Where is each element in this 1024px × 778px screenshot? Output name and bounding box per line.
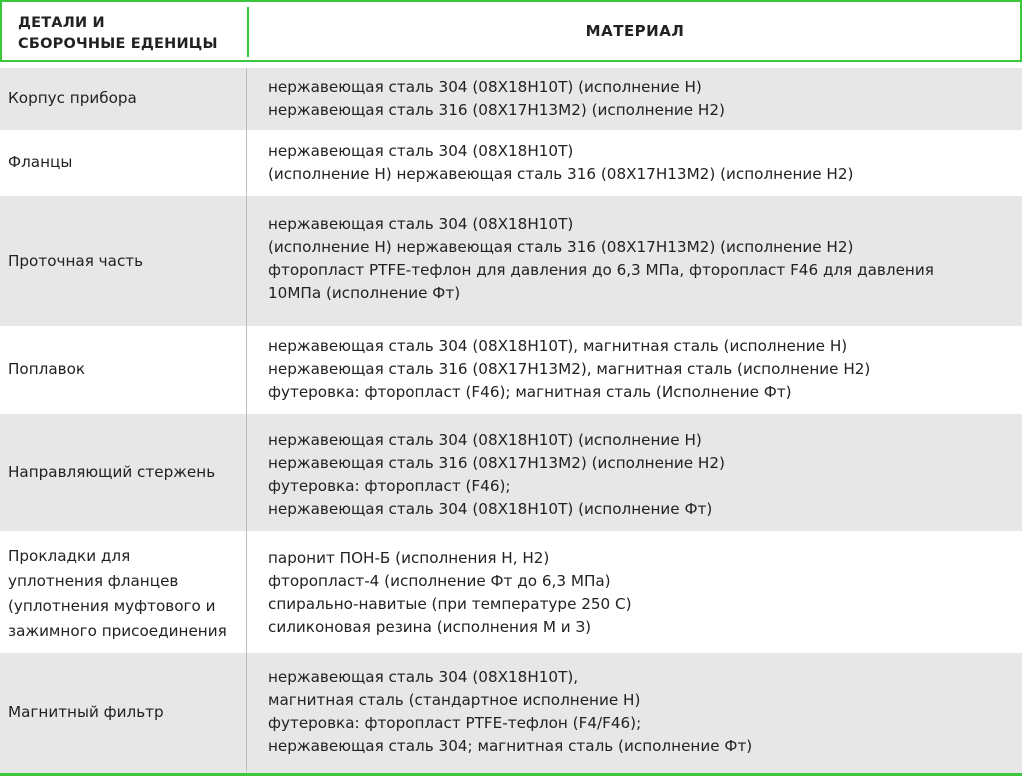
part-name: Прокладки для уплотнения фланцев (уплотнения муфтового и зажимного присоединения — [8, 547, 227, 640]
material-text: нержавеющая сталь 304 (08Х18Н10Т) (исполнение Н) нержавеющая сталь 316 (08Х17Н13М2) (исполнение Н2) футеровка: фторопласт (F46); нержавеющая сталь 304 (08Х18Н10Т) (исполнение Фт) — [268, 431, 725, 518]
part-name: Фланцы — [8, 153, 73, 171]
material-text: нержавеющая сталь 304 (08Х18Н10Т) (исполнение Н) нержавеющая сталь 316 (08Х17Н13М2) (исполнение Н2) — [268, 142, 854, 183]
material-text: нержавеющая сталь 304 (08Х18Н10Т) (исполнение Н) нержавеющая сталь 316 (08Х17Н13М2) (исполнение Н2) фторопласт PTFE-тефлон для давления до 6,3 МПа, фторопласт F46 для давления 10МПа (исполнение Фт) — [268, 215, 934, 302]
material-text: нержавеющая сталь 304 (08Х18Н10Т) (исполнение Н) нержавеющая сталь 316 (08Х17Н13М2) (исполнение Н2) — [268, 78, 725, 119]
header-divider — [247, 7, 249, 57]
table-row — [0, 196, 1022, 326]
part-name: Направляющий стержень — [8, 463, 216, 481]
header-material-column: МАТЕРИАЛ — [585, 22, 685, 40]
material-text: нержавеющая сталь 304 (08Х18Н10Т), магнитная сталь (исполнение Н) нержавеющая сталь 316 (08Х17Н13М2), магнитная сталь (исполнение Н2) футеровка: фторопласт (F46); магнитная сталь (Исполнение Фт) — [268, 337, 871, 401]
column-divider — [246, 68, 247, 772]
table-row — [0, 653, 1022, 773]
table-bottom-border — [0, 773, 1022, 776]
part-name: Магнитный фильтр — [8, 703, 164, 721]
table-row — [0, 414, 1022, 531]
part-name: Корпус прибора — [8, 89, 137, 107]
material-text: паронит ПОН-Б (исполнения Н, Н2) фторопласт-4 (исполнение Фт до 6,3 МПа) спирально-навитые (при температуре 250 С) силиконовая резина (исполнения М и З) — [268, 549, 632, 636]
table-row — [0, 326, 1022, 414]
header-parts-column: ДЕТАЛИ И СБОРОЧНЫЕ ЕДЕНИЦЫ — [18, 15, 218, 52]
part-name: Проточная часть — [8, 252, 144, 270]
table-header — [0, 0, 1022, 62]
table-row — [0, 68, 1022, 130]
material-text: нержавеющая сталь 304 (08Х18Н10Т), магнитная сталь (стандартное исполнение Н) футеровка: фторопласт PTFE-тефлон (F4/F46); нержавеющая сталь 304; магнитная сталь (исполнение Фт) — [268, 668, 753, 755]
table-row — [0, 130, 1022, 196]
part-name: Поплавок — [8, 360, 86, 378]
table-row — [0, 531, 1022, 653]
